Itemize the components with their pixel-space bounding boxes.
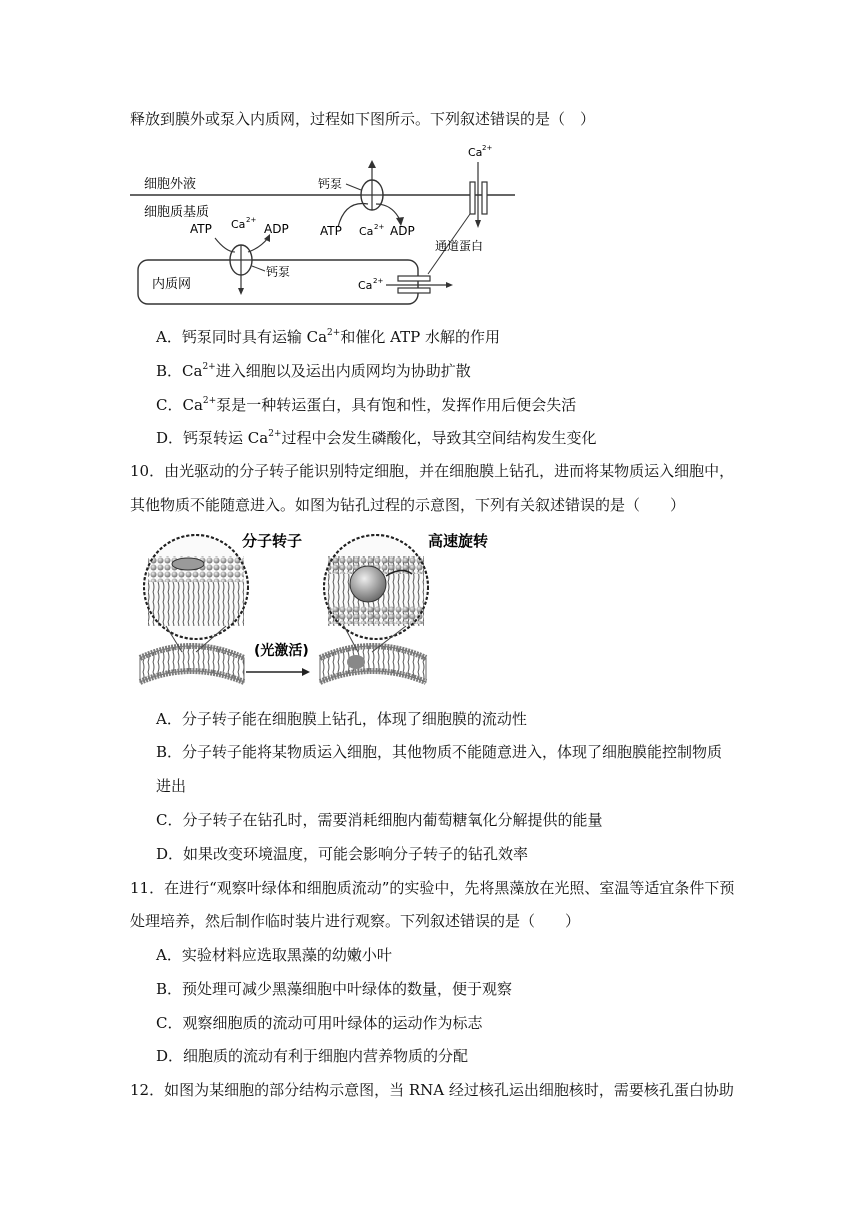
- svg-text:2+: 2+: [482, 144, 493, 152]
- q10-option-a: A．分子转子能在细胞膜上钻孔，体现了细胞膜的流动性: [156, 710, 527, 728]
- q10-option-c: C．分子转子在钻孔时，需要消耗细胞内葡萄糖氧化分解提供的能量: [156, 811, 603, 829]
- rotor-zoom-right: [324, 535, 428, 639]
- er-label: 内质网: [152, 277, 192, 292]
- er-pump-label: 钙泵: [266, 265, 291, 279]
- channel-protein-er: [398, 276, 430, 281]
- q12-stem-line1: 12．如图为某细胞的部分结构示意图，当 RNA 经过核孔运出细胞核时，需要核孔蛋白协助: [130, 1081, 734, 1099]
- channel-protein-membrane: [470, 182, 475, 214]
- q9-option-a: A．钙泵同时具有运输 $Ca^{2+}$和催化 ATP 水解的作用: [156, 328, 500, 346]
- extracellular-label: 细胞外液: [144, 177, 197, 192]
- svg-text:Ca: Ca: [359, 225, 374, 238]
- svg-text:2+: 2+: [374, 223, 385, 231]
- q10-option-d: D．如果改变环境温度，可能会影响分子转子的钻孔效率: [156, 845, 529, 863]
- svg-text:Ca: Ca: [358, 279, 373, 292]
- q9-option-b: B．$Ca^{2+}$进入细胞以及运出内质网均为协助扩散: [156, 362, 471, 380]
- svg-text:ADP: ADP: [390, 224, 415, 238]
- svg-text:ATP: ATP: [320, 224, 342, 238]
- rotor-label: 分子转子: [242, 532, 303, 550]
- svg-text:Ca: Ca: [468, 146, 483, 159]
- svg-text:2+: 2+: [373, 277, 384, 285]
- membrane-pump-label: 钙泵: [318, 177, 343, 191]
- q10-stem-line2: 其他物质不能随意进入。如图为钻孔过程的示意图，下列有关叙述错误的是（ ）: [130, 496, 686, 514]
- q10-option-b: B．分子转子能将某物质运入细胞，其他物质不能随意进入，体现了细胞膜能控制物质: [156, 743, 723, 761]
- q9-option-c: C．$Ca^{2+}$泵是一种转运蛋白，具有饱和性，发挥作用后便会失活: [156, 396, 577, 414]
- svg-text:2+: 2+: [246, 216, 257, 224]
- q11-option-a: A．实验材料应选取黑藻的幼嫩小叶: [156, 946, 392, 964]
- high-speed-rotation-label: 高速旋转: [428, 532, 489, 550]
- q10-option-b-cont: 进出: [156, 777, 187, 795]
- channel-protein-label: 通道蛋白: [435, 239, 484, 253]
- cytoplasm-label: 细胞质基质: [144, 205, 210, 220]
- svg-text:Ca: Ca: [231, 218, 246, 231]
- molecular-rotor-diagram: [136, 522, 496, 697]
- q11-stem-line1: 11．在进行“观察叶绿体和细胞质流动”的实验中，先将黑藻放在光照、室温等适宜条件下预: [130, 879, 735, 897]
- question-9-stem-tail: 释放到膜外或泵入内质网，过程如下图所示。下列叙述错误的是（ ）: [130, 110, 596, 128]
- light-activation-label: (光激活): [254, 643, 309, 659]
- q11-stem-line2: 处理培养，然后制作临时装片进行观察。下列叙述错误的是（ ）: [130, 912, 581, 930]
- q10-stem-line1: 10．由光驱动的分子转子能识别特定细胞，并在细胞膜上钻孔，进而将某物质运入细胞中，: [130, 462, 735, 480]
- q11-option-c: C．观察细胞质的流动可用叶绿体的运动作为标志: [156, 1014, 483, 1032]
- calcium-transport-diagram: [130, 142, 520, 312]
- q9-option-d: D．钙泵转运 $Ca^{2+}$过程中会发生磷酸化，导致其空间结构发生变化: [156, 429, 597, 447]
- rotor-zoom-left: [144, 535, 248, 639]
- svg-text:ATP: ATP: [190, 222, 212, 236]
- svg-text:ADP: ADP: [264, 222, 289, 236]
- q11-option-d: D．细胞质的流动有利于细胞内营养物质的分配: [156, 1047, 469, 1065]
- q11-option-b: B．预处理可减少黑藻细胞中叶绿体的数量，便于观察: [156, 980, 513, 998]
